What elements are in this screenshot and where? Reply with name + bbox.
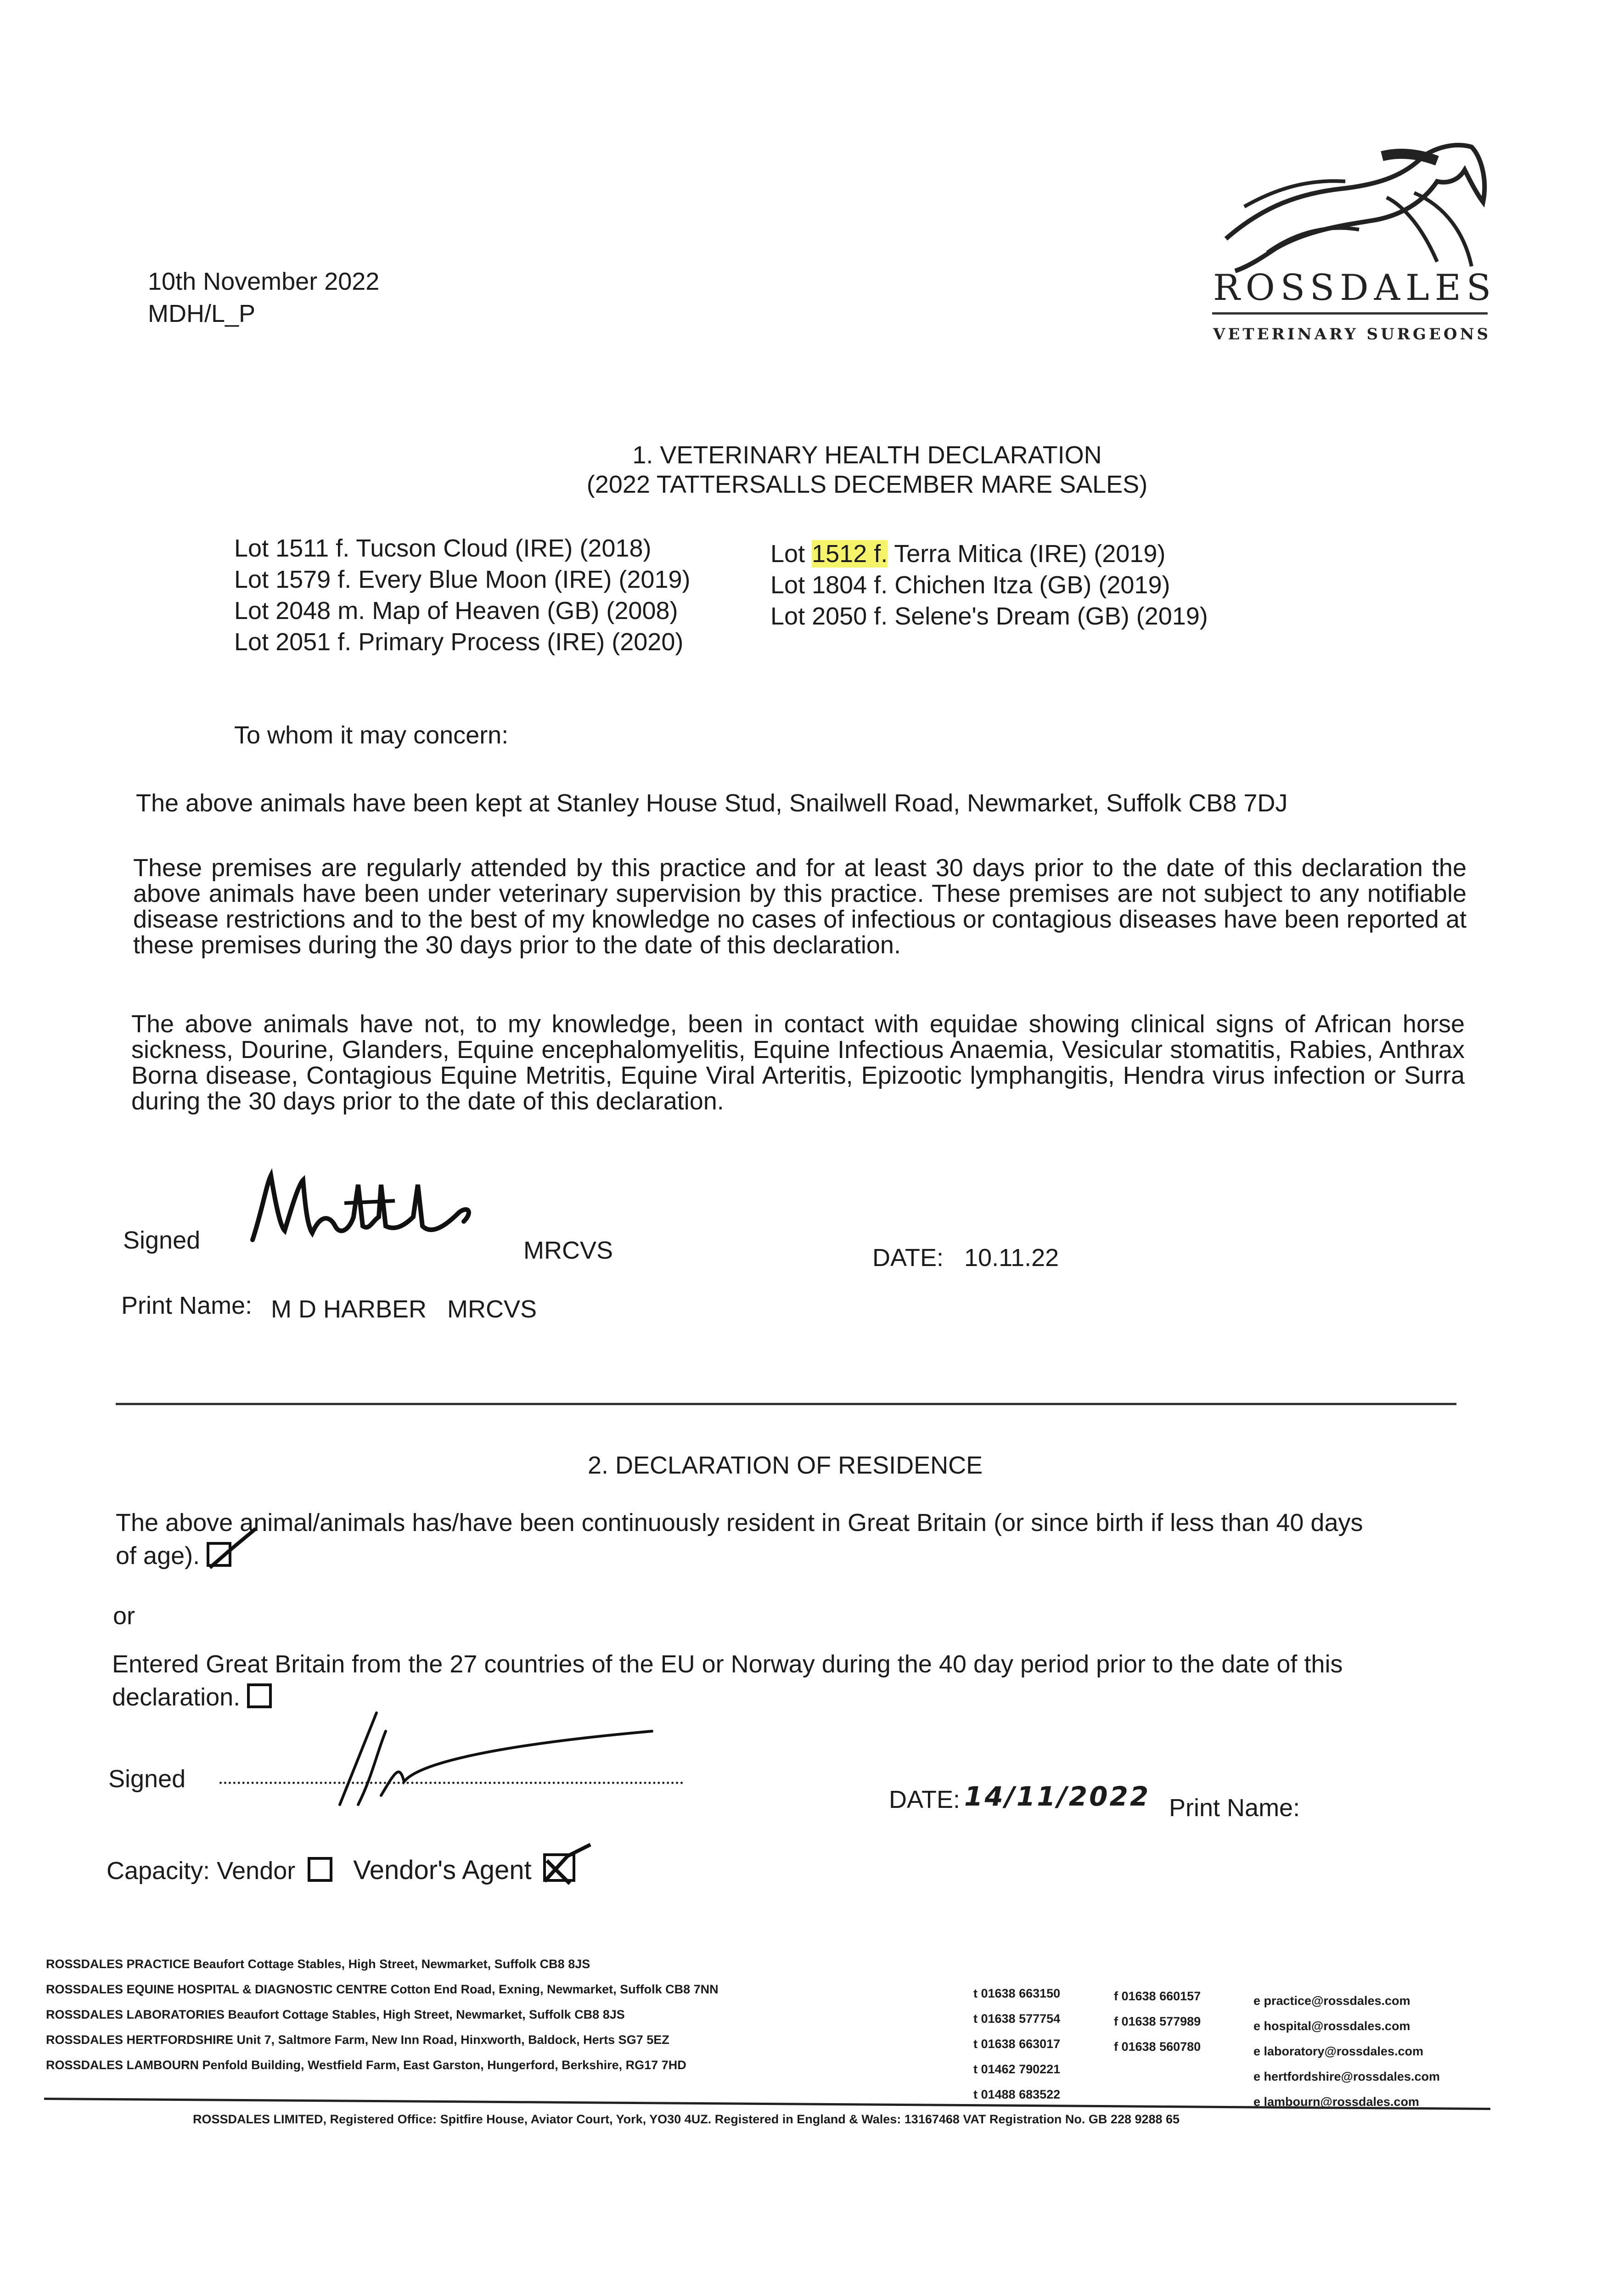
list-item: Lot 1804 f. Chichen Itza (GB) (2019) (770, 571, 1170, 599)
signature-agent (312, 1694, 661, 1809)
print-name-value: M D HARBER MRCVS (271, 1295, 537, 1323)
horse-logo-icon (1208, 138, 1497, 276)
date-value: 10.11.22 (964, 1244, 1059, 1272)
vendors-agent-checkbox[interactable] (543, 1853, 575, 1882)
logo-divider (1212, 312, 1488, 315)
footer-address: ROSSDALES PRACTICE Beaufort Cottage Stables, High Street, Newmarket, Suffolk CB8 8JS (46, 1957, 590, 1971)
footer-fax: f 01638 577989 (1114, 2015, 1201, 2028)
list-item: Lot 2048 m. Map of Heaven (GB) (2008) (234, 597, 678, 625)
list-item: Lot 2050 f. Selene's Dream (GB) (2019) (770, 602, 1208, 630)
print-name-label-2: Print Name: (1169, 1794, 1300, 1822)
vendor-checkbox[interactable] (308, 1857, 332, 1882)
date-label: DATE: (872, 1244, 944, 1272)
entered-eu-checkbox[interactable] (247, 1683, 272, 1708)
footer-phone: t 01638 663150 (973, 1986, 1061, 2000)
footer-fax: f 01638 560780 (1114, 2040, 1201, 2054)
section-divider (116, 1403, 1456, 1405)
footer-address: ROSSDALES HERTFORDSHIRE Unit 7, Saltmore Farm, New Inn Road, Hinxworth, Baldock, Herts SG7 5EZ (46, 2033, 669, 2047)
signed-label: Signed (123, 1227, 201, 1254)
letter-date: 10th November 2022 (148, 268, 380, 295)
date-label-2: DATE: (889, 1786, 961, 1813)
footer-addresses (46, 1952, 719, 2078)
section1-title: 1. VETERINARY HEALTH DECLARATION (632, 441, 1102, 469)
print-name-label: Print Name: (121, 1292, 253, 1319)
footer-registered: ROSSDALES LIMITED, Registered Office: Spitfire House, Aviator Court, York, YO30 4UZ. Registered in England & Wales: 13167468 VAT Registration No. GB 228 9288 65 (193, 2112, 1180, 2126)
highlighted-lot: 1512 f. (812, 540, 888, 568)
paragraph-premises: The above animals have been kept at Stanley House Stud, Snailwell Road, Newmarket, Suffolk CB8 7DJ (136, 789, 1288, 817)
footer-email[interactable]: e lambourn@rossdales.com (1253, 2095, 1419, 2109)
section2-title: 2. DECLARATION OF RESIDENCE (588, 1452, 983, 1479)
footer-phone: t 01638 663017 (973, 2037, 1061, 2051)
rossdales-logo (1208, 138, 1497, 354)
paragraph-supervision: These premises are regularly attended by this practice and for at least 30 days prior to the date of this declaration the above animals have been under veterinary supervision by this practice. These premises are not subject to any notifiable disease restrictions and to the best of my knowledge no cases of infectious or contagious diseases have been reported at these premises during the 30 days prior to the date of this declaration. (133, 854, 1467, 959)
signed-label-2: Signed (108, 1765, 186, 1793)
list-item: Lot 1511 f. Tucson Cloud (IRE) (2018) (234, 535, 652, 562)
option-entered: Entered Great Britain from the 27 countries of the EU or Norway during the 40 day period prior to the date of this declaration. (112, 1650, 1343, 1711)
capacity-label: Capacity: Vendor Vendor's Agent (107, 1853, 575, 1885)
footer-email[interactable]: e practice@rossdales.com (1253, 1994, 1410, 2008)
resident-checkbox[interactable] (207, 1542, 231, 1567)
footer-fax: f 01638 660157 (1114, 1989, 1201, 2003)
reference: MDH/L_P (148, 300, 256, 327)
footer-address: ROSSDALES LAMBOURN Penfold Building, Westfield Farm, East Garston, Hungerford, Berkshire, RG17 7HD (46, 2058, 686, 2072)
footer-email[interactable]: e hertfordshire@rossdales.com (1253, 2070, 1440, 2083)
option-resident: The above animal/animals has/have been continuously resident in Great Britain (or since birth if less than 40 days of age). (116, 1509, 1363, 1570)
footer-phone: t 01488 683522 (973, 2088, 1061, 2101)
footer-email[interactable]: e laboratory@rossdales.com (1253, 2044, 1423, 2058)
list-item: Lot 1579 f. Every Blue Moon (IRE) (2019) (234, 566, 691, 593)
footer-address: ROSSDALES LABORATORIES Beaufort Cottage Stables, High Street, Newmarket, Suffolk CB8 8JS (46, 2008, 625, 2021)
list-item: Lot 2051 f. Primary Process (IRE) (2020) (234, 628, 684, 656)
footer-phone: t 01462 790221 (973, 2062, 1061, 2076)
logo-name: ROSSDALES (1213, 267, 1497, 309)
footer-address: ROSSDALES EQUINE HOSPITAL & DIAGNOSTIC CENTRE Cotton End Road, Exning, Newmarket, Suffolk CB8 7NN (46, 1982, 719, 1996)
footer-emails (1253, 1988, 1440, 2115)
list-item: Lot 1512 f. Terra Mitica (IRE) (2019) (770, 540, 1166, 568)
footer-faxes (1114, 1984, 1201, 2060)
section1-subtitle: (2022 TATTERSALLS DECEMBER MARE SALES) (586, 471, 1148, 498)
footer-phones (973, 1981, 1060, 2107)
salutation: To whom it may concern: (234, 721, 509, 749)
lots-left-list (234, 533, 691, 658)
or-label: or (113, 1602, 135, 1630)
footer-phone: t 01638 577754 (973, 2012, 1061, 2026)
mrcvs-label: MRCVS (523, 1237, 613, 1264)
signature-vet (248, 1157, 487, 1258)
footer-email[interactable]: e hospital@rossdales.com (1253, 2019, 1410, 2033)
lots-right-list (770, 538, 1208, 632)
date-value-2: 14/11/2022 (964, 1781, 1151, 1812)
logo-tagline: VETERINARY SURGEONS (1213, 325, 1491, 343)
agent-label: Vendor's Agent (353, 1855, 532, 1885)
paragraph-contact: The above animals have not, to my knowledge, been in contact with equidae showing clinical signs of African horse sickness, Dourine, Glanders, Equine encephalomyelitis, Equine Infectious Anaemia, Vesicular stomatitis, Rabies, Anthrax Borna disease, Contagious Equine Metritis, Equine Viral Arteritis, Epizootic lymphangitis, Hendra virus infection or Surra during the 30 days prior to the date of this declaration. (131, 1010, 1465, 1115)
